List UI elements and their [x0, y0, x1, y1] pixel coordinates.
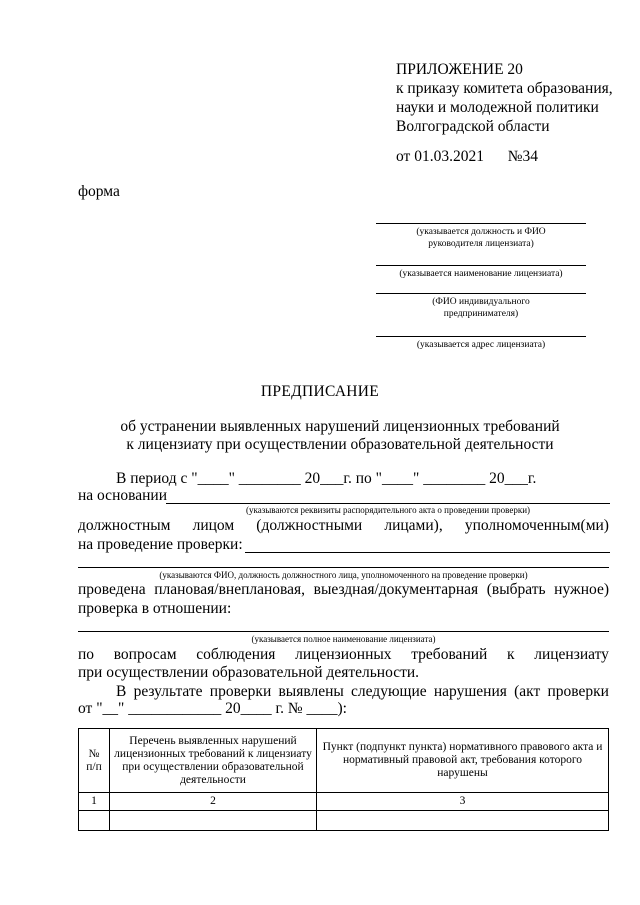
document-title: ПРЕДПИСАНИЕ [260, 383, 380, 400]
form-label: форма [78, 183, 120, 200]
recipient-head-line [376, 223, 586, 224]
licensee-hint: (указывается полное наименование лицензиата) [251, 634, 436, 644]
header-violations: Перечень выявленных нарушений лицензионных требований к лицензиату при осуществлении образовательной деятельности [110, 729, 317, 793]
recipient-head-hint-1: (указывается должность и ФИО [416, 227, 546, 237]
recipient-name-block [376, 265, 586, 280]
result-word: нарушения [433, 683, 507, 700]
result-word: проверки [547, 683, 609, 700]
issues-word: соблюдения [196, 646, 276, 663]
issues-word: к [507, 646, 515, 663]
table-cell: 1 [79, 793, 110, 811]
recipient-address-hint: (указывается адрес лицензиата) [416, 340, 546, 350]
appendix-line-1: ПРИЛОЖЕНИЕ 20 [396, 61, 523, 78]
recipient-head-block [376, 223, 586, 250]
basis-hint: (указываются реквизиты распорядительного акта о проведении проверки) [245, 505, 531, 515]
appendix-line-3: науки и молодежной политики [396, 99, 599, 116]
officials-word: лицом [192, 517, 235, 534]
recipient-entrepreneur-block [376, 293, 586, 320]
table-header-row [79, 729, 609, 793]
recipient-address-block [376, 336, 586, 351]
issues-word: лицензионных [295, 646, 392, 663]
inspection-label: на проведение проверки: [78, 536, 243, 553]
inspection-underline [245, 552, 610, 553]
document-subtitle [0, 418, 640, 454]
officials-hint: (указываются ФИО, должность должностного лица, уполномоченного на проведение проверки) [159, 570, 528, 580]
table-cell: 2 [110, 793, 317, 811]
issues-line-2: при осуществлении образовательной деятельности. [78, 664, 420, 681]
conducted-word: выездная/документарная [313, 581, 479, 598]
result-word: выявлены [278, 683, 344, 700]
act-line: от "__" ____________ 20____ г. № ____): [78, 700, 347, 717]
recipient-entrepreneur-hint-2: предпринимателя) [443, 309, 519, 319]
issues-word: требований [411, 646, 488, 663]
conducted-line [78, 581, 609, 599]
table-cell: 3 [317, 793, 609, 811]
table-cell[interactable] [110, 811, 317, 831]
table-cell[interactable] [79, 811, 110, 831]
recipient-name-line [376, 265, 586, 266]
table-cell[interactable] [317, 811, 609, 831]
order-date-line [396, 148, 538, 166]
recipient-address-line [376, 336, 586, 337]
issues-word: вопросам [113, 646, 177, 663]
appendix-line-4: Волгоградской области [396, 118, 550, 135]
recipient-head-hint-2: руководителя лицензиата) [428, 239, 534, 249]
licensee-underline [78, 631, 609, 632]
subtitle-line-1: об устранении выявленных нарушений лицензионных требований [120, 418, 560, 435]
violations-table [78, 728, 609, 831]
officials-word: лицами), [384, 517, 443, 534]
regarding-label: проверка в отношении: [78, 600, 232, 617]
basis-underline [166, 503, 610, 504]
table-row [79, 811, 609, 831]
conducted-word: нужное) [554, 581, 609, 598]
recipient-entrepreneur-line [376, 293, 586, 294]
result-word: В [116, 683, 127, 700]
result-word: проверки [209, 683, 272, 700]
officials-line [78, 517, 609, 535]
appendix-header [396, 60, 613, 136]
issues-word: лицензиату [534, 646, 609, 663]
header-number: № п/п [79, 729, 110, 793]
header-legal-act: Пункт (подпункт пункта) нормативного правового акта и нормативный правовой акт, требования которого нарушены [317, 729, 609, 793]
result-word: результате [133, 683, 203, 700]
conducted-word: проведена [78, 581, 146, 598]
officials-word: уполномоченным(ми) [464, 517, 609, 534]
basis-label: на основании [78, 487, 167, 504]
recipient-entrepreneur-hint-1: (ФИО индивидуального [432, 297, 530, 307]
order-date: от 01.03.2021 [396, 148, 484, 165]
issues-word: по [78, 646, 95, 663]
recipient-name-hint: (указывается наименование лицензиата) [399, 269, 563, 279]
period-line: В период с "____" ________ 20___г. по "____" ________ 20___г. [116, 470, 537, 487]
order-number: №34 [507, 148, 538, 165]
conducted-word: плановая/внеплановая, [154, 581, 306, 598]
appendix-line-2: к приказу комитета образования, [396, 80, 613, 97]
table-index-row [79, 793, 609, 811]
result-word: следующие [351, 683, 427, 700]
subtitle-line-2: к лицензиату при осуществлении образовательной деятельности [126, 436, 554, 453]
result-word: (акт [514, 683, 541, 700]
officials-underline [78, 567, 609, 568]
officials-word: должностным [78, 517, 171, 534]
issues-line [78, 646, 609, 664]
conducted-word: (выбрать [486, 581, 546, 598]
result-line [116, 683, 609, 701]
officials-word: (должностными [256, 517, 363, 534]
